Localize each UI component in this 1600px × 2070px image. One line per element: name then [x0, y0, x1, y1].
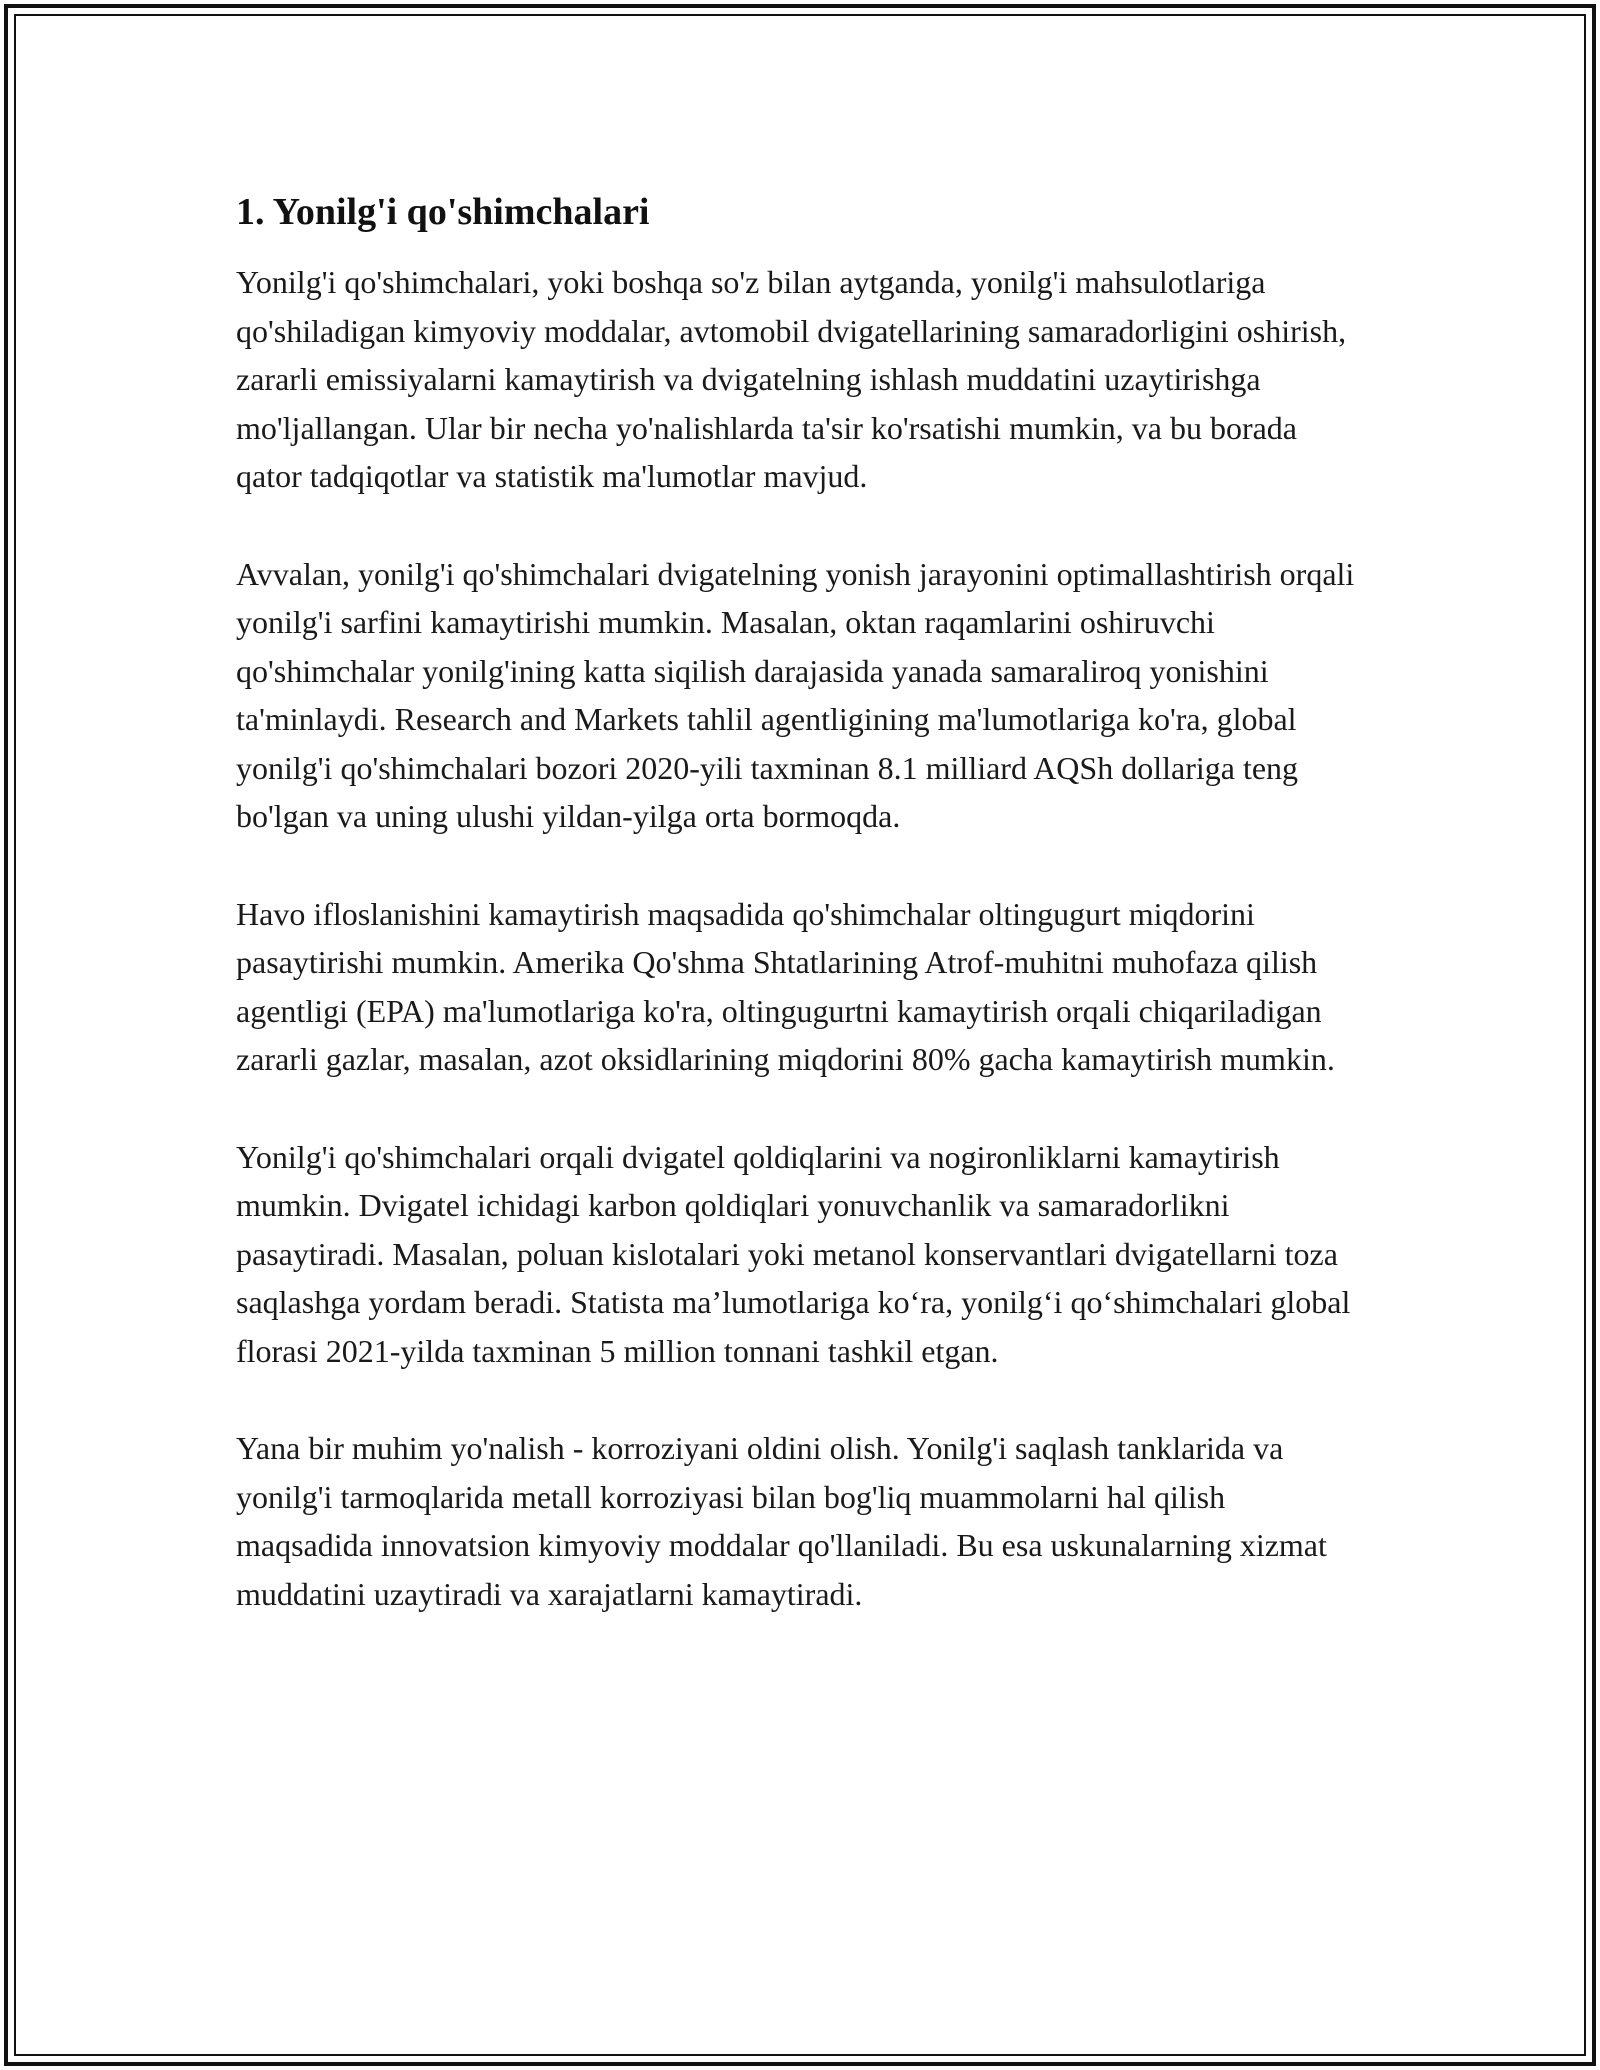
paragraph-engine-deposits: Yonilg'i qo'shimchalari orqali dvigatel qoldiqlarini va nogironliklarni kamaytirish mumkin. Dvigatel ichidagi karbon qoldiqlari yonuvchanlik va samaradorlikni pasaytiradi. Masalan, poluan kislotalari yoki metanol konservantlari dvigatellarni toza saqlashga yordam beradi. Statista ma’lumotlariga ko‘ra, yonilg‘i qo‘shimchalari global florasi 2021-yilda taxminan 5 million tonnani tashkil etgan.: [236, 1138, 1351, 1369]
document-body: [236, 186, 1366, 1667]
paragraph-corrosion: Yana bir muhim yo'nalish - korroziyani oldini olish. Yonilg'i saqlash tanklarida va yonilg'i tarmoqlarida metall korroziyasi bilan bog'liq muammolarni hal qilish maqsadida innovatsion kimyoviy moddalar qo'llaniladi. Bu esa uskunalarning xizmat muddatini uzaytiradi va xarajatlarni kamaytiradi.: [236, 1430, 1327, 1612]
paragraph-fuel-consumption: Avvalan, yonilg'i qo'shimchalari dvigatelning yonish jarayonini optimallashtirish orqali yonilg'i sarfini kamaytirishi mumkin. Masalan, oktan raqamlarini oshiruvchi qo'shimchalar yonilg'ining katta siqilish darajasida yanada samaraliroq yonishini ta'minlaydi. Research and Markets tahlil agentligining ma'lumotlariga ko'ra, global yonilg'i qo'shimchalari bozori 2020-yili taxminan 8.1 milliard AQSh dollariga teng bo'lgan va uning ulushi yildan-yilga orta bormoqda.: [236, 555, 1355, 834]
paragraph-air-pollution: Havo ifloslanishini kamaytirish maqsadida qo'shimchalar oltingugurt miqdorini pasaytirishi mumkin. Amerika Qo'shma Shtatlarining Atrof-muhitni muhofaza qilish agentligi (EPA) ma'lumotlariga ko'ra, oltingugurtni kamaytirish orqali chiqariladigan zararli gazlar, masalan, azot oksidlarining miqdorini 80% gacha kamaytirish mumkin.: [236, 895, 1335, 1077]
section-heading: 1. Yonilg'i qo'shimchalari: [236, 191, 650, 233]
paragraph-intro: Yonilg'i qo'shimchalari, yoki boshqa so'z bilan aytganda, yonilg'i mahsulotlariga qo'shiladigan kimyoviy moddalar, avtomobil dvigatellarining samaradorligini oshirish, zararli emissiyalarni kamaytirish va dvigatelning ishlash muddatini uzaytirishga mo'ljallangan. Ular bir necha yo'nalishlarda ta'sir ko'rsatishi mumkin, va bu borada qator tadqiqotlar va statistik ma'lumotlar mavjud.: [236, 264, 1347, 494]
